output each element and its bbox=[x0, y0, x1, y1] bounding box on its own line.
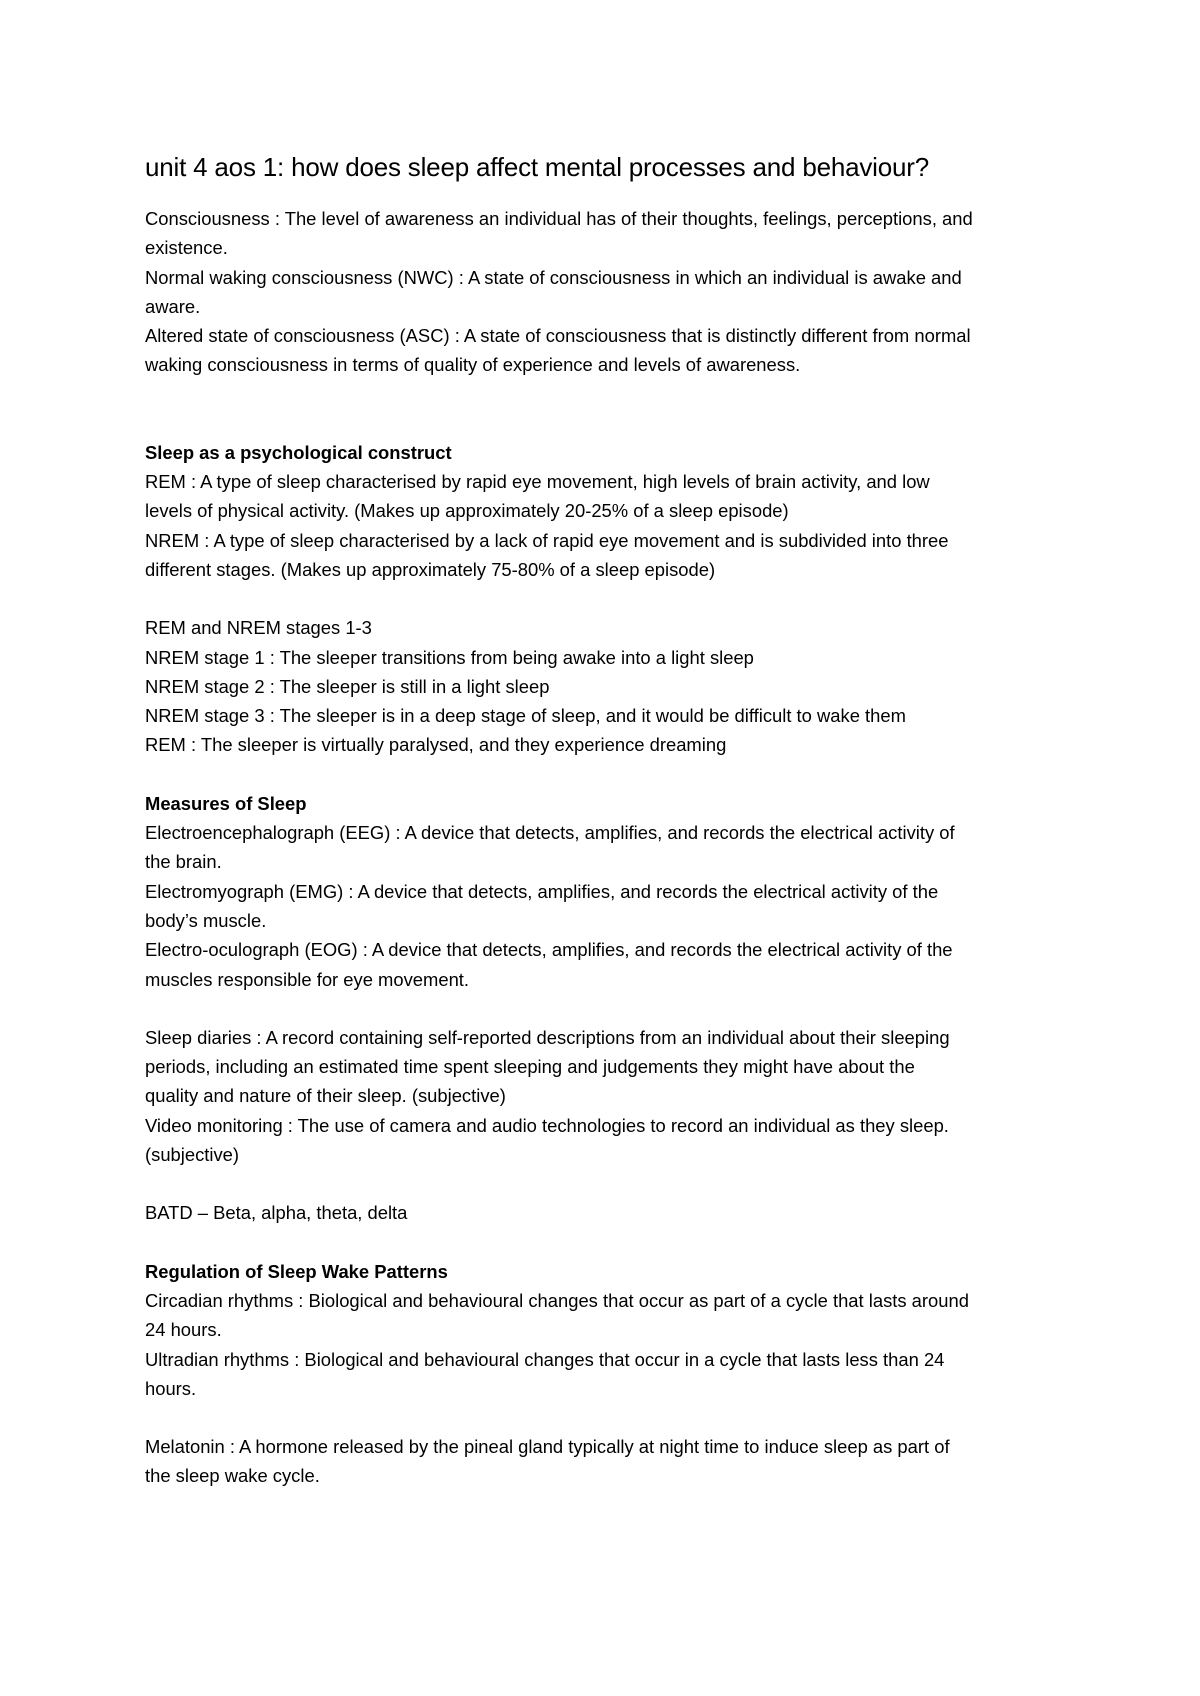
definition-line: Electroencephalograph (EEG) : A device that detects, amplifies, and records the electrical activity of bbox=[145, 822, 955, 844]
definition-line: the sleep wake cycle. bbox=[145, 1465, 320, 1487]
measures-section bbox=[145, 789, 1065, 1228]
definition-line: existence. bbox=[145, 237, 228, 259]
definition-line: waking consciousness in terms of quality of experience and levels of awareness. bbox=[145, 354, 801, 376]
definition-line: (subjective) bbox=[145, 1144, 240, 1166]
document-page bbox=[145, 150, 1065, 1491]
definition-line: hours. bbox=[145, 1377, 197, 1399]
section-heading: Sleep as a psychological construct bbox=[145, 441, 452, 463]
definition-line: Altered state of consciousness (ASC) : A state of consciousness that is distinctly different from normal bbox=[145, 325, 971, 347]
definition-line: Electro-oculograph (EOG) : A device that detects, amplifies, and records the electrical activity of the bbox=[145, 939, 953, 961]
definition-line: Sleep diaries : A record containing self-reported descriptions from an individual about their sleeping bbox=[145, 1026, 950, 1048]
stages-line: NREM stage 2 : The sleeper is still in a light sleep bbox=[145, 675, 550, 697]
stages-line: NREM stage 3 : The sleeper is in a deep stage of sleep, and it would be difficult to wake them bbox=[145, 705, 906, 727]
definition-line: Circadian rhythms : Biological and behavioural changes that occur as part of a cycle that lasts around bbox=[145, 1289, 969, 1311]
stages-line: NREM stage 1 : The sleeper transitions from being awake into a light sleep bbox=[145, 646, 754, 668]
definition-line: Consciousness : The level of awareness an individual has of their thoughts, feelings, perceptions, and bbox=[145, 208, 973, 229]
stages-line: REM : The sleeper is virtually paralysed, and they experience dreaming bbox=[145, 734, 727, 756]
definition-line: body’s muscle. bbox=[145, 909, 267, 931]
definition-line: different stages. (Makes up approximately 75-80% of a sleep episode) bbox=[145, 558, 716, 580]
intro-section bbox=[145, 204, 1065, 380]
stages-line: REM and NREM stages 1-3 bbox=[145, 617, 372, 639]
section-heading: Regulation of Sleep Wake Patterns bbox=[145, 1260, 448, 1282]
definition-line: the brain. bbox=[145, 851, 222, 873]
definition-line: Ultradian rhythms : Biological and behavioural changes that occur in a cycle that lasts less than 24 bbox=[145, 1348, 945, 1370]
definition-line: NREM : A type of sleep characterised by a lack of rapid eye movement and is subdivided into three bbox=[145, 529, 949, 551]
regulation-section bbox=[145, 1257, 1065, 1491]
definition-line: aware. bbox=[145, 295, 201, 317]
definition-line: REM : A type of sleep characterised by rapid eye movement, high levels of brain activity, and low bbox=[145, 471, 930, 493]
definition-line: 24 hours. bbox=[145, 1319, 222, 1341]
definition-line: periods, including an estimated time spent sleeping and judgements they might have about the bbox=[145, 1056, 915, 1078]
definition-line: Normal waking consciousness (NWC) : A state of consciousness in which an individual is awake and bbox=[145, 266, 962, 288]
section-heading: Measures of Sleep bbox=[145, 792, 307, 814]
definition-line: Electromyograph (EMG) : A device that detects, amplifies, and records the electrical activity of the bbox=[145, 880, 939, 902]
definition-line: levels of physical activity. (Makes up approximately 20-25% of a sleep episode) bbox=[145, 500, 789, 522]
page-title: unit 4 aos 1: how does sleep affect mental processes and behaviour? bbox=[145, 152, 929, 182]
definition-line: quality and nature of their sleep. (subjective) bbox=[145, 1085, 506, 1107]
batd-line: BATD – Beta, alpha, theta, delta bbox=[145, 1202, 408, 1224]
definition-line: muscles responsible for eye movement. bbox=[145, 968, 470, 990]
definition-line: Melatonin : A hormone released by the pineal gland typically at night time to induce sleep as part of bbox=[145, 1436, 950, 1458]
definition-line: Video monitoring : The use of camera and audio technologies to record an individual as they sleep. bbox=[145, 1114, 949, 1136]
sleep-construct-section bbox=[145, 438, 1065, 760]
